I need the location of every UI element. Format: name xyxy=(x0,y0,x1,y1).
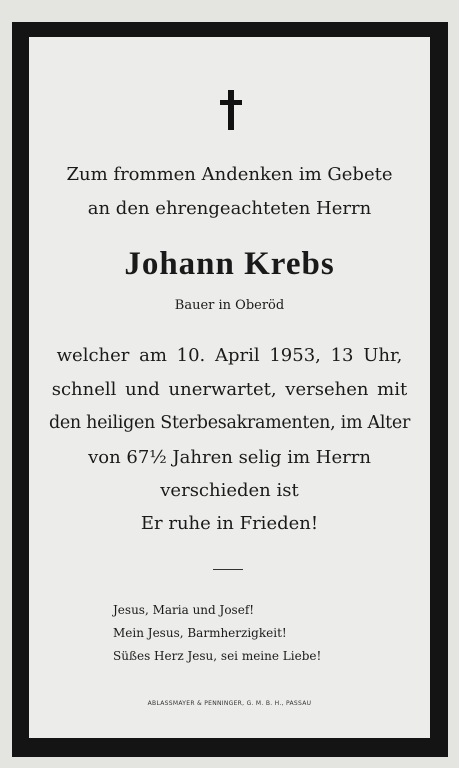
text-line-1: welcher am 10. April 1953, 13 Uhr, xyxy=(56,345,403,366)
occupation: Bauer in Oberöd xyxy=(174,298,285,313)
text-line-2: schnell und unerwartet, versehen mit xyxy=(51,379,408,400)
intro-line-2: an den ehrengeachteten Herrn xyxy=(87,198,372,219)
divider-rule xyxy=(213,569,243,570)
deceased-name: Johann Krebs xyxy=(124,246,335,282)
prayer-line-3: Süßes Herz Jesu, sei meine Liebe! xyxy=(113,649,322,663)
rest-in-peace-line: Er ruhe in Frieden! xyxy=(140,513,319,534)
prayer-line-2: Mein Jesus, Barmherzigkeit! xyxy=(113,626,287,640)
text-line-3: den heiligen Sterbesakramenten, im Alter xyxy=(48,413,411,433)
prayer-line-1: Jesus, Maria und Josef! xyxy=(113,603,255,617)
printer-imprint: ABLASSMAYER & PENNINGER, G. M. B. H., PASSAU xyxy=(147,700,312,707)
text-line-5: verschieden ist xyxy=(160,480,299,501)
cross-icon xyxy=(220,90,242,130)
text-line-4: von 67½ Jahren selig im Herrn xyxy=(88,447,371,468)
intro-line-1: Zum frommen Andenken im Gebete xyxy=(66,164,393,185)
